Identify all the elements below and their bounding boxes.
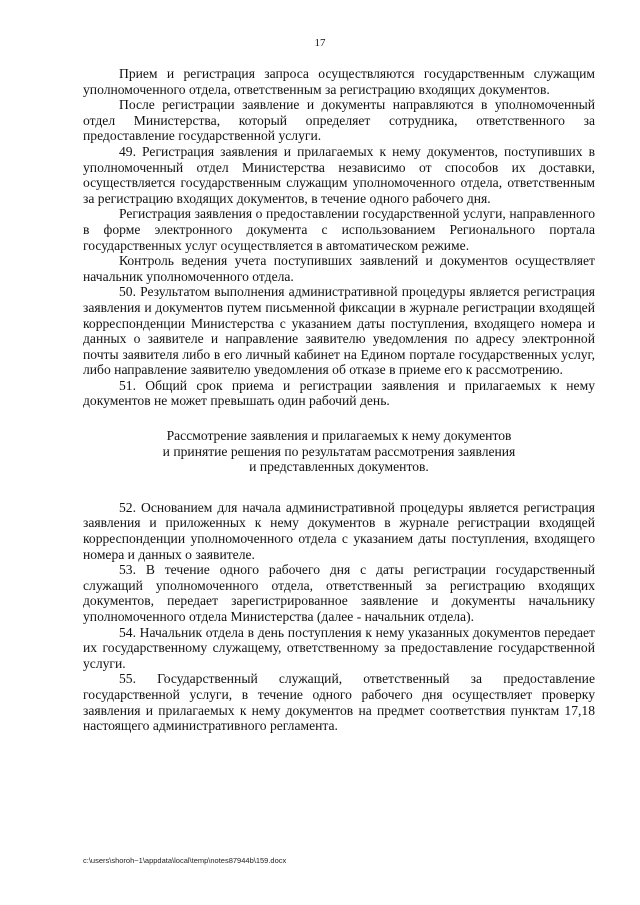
section-heading — [83, 428, 595, 475]
document-body — [83, 66, 595, 734]
paragraph: 53. В течение одного рабочего дня с даты регистрации государственный служащий уполномоченного отдела, ответственный за регистрацию входящих документов, передает зарегистрированное заявление и документы начальнику уполномоченного отдела Министерства (далее - начальник отдела). — [83, 562, 595, 624]
paragraph: Контроль ведения учета поступивших заявлений и документов осуществляет начальник уполномоченного отдела. — [83, 253, 595, 284]
section-heading-line: и представленных документов. — [249, 459, 429, 475]
paragraph: 54. Начальник отдела в день поступления к нему указанных документов передает их государственному служащему, ответственному за предоставление государственной услуги. — [83, 624, 595, 671]
paragraph: Прием и регистрация запроса осуществляются государственным служащим уполномоченного отдела, ответственным за регистрацию входящих документов. — [83, 66, 595, 97]
paragraph: 52. Основанием для начала административной процедуры является регистрация заявления и приложенных к нему документов в журнале регистрации входящей корреспонденции уполномоченного отдела с указанием даты поступления, входящего номера и данных о заявителе. — [83, 499, 595, 562]
paragraph: 50. Результатом выполнения административной процедуры является регистрация заявления и документов путем письменной фиксации в журнале регистрации входящей корреспонденции Министерства с указанием даты поступления, входящего номера и данных о заявителе и направление заявителю уведомления по адресу электронной почты заявителя либо в его личный кабинет на Едином портале государственных услуг, либо направление заявителю уведомления об отказе в приеме его к рассмотрению. — [83, 284, 595, 378]
section-heading-line: Рассмотрение заявления и прилагаемых к нему документов — [166, 428, 512, 444]
paragraph: 55. Государственный служащий, ответственный за предоставление государственной услуги, в течение одного рабочего дня осуществляет проверку заявления и прилагаемых к нему документов на предмет соответствия пунктам 17,18 настоящего административного регламента. — [83, 671, 595, 734]
paragraph: 51. Общий срок приема и регистрации заявления и прилагаемых к нему документов не может превышать один рабочий день. — [83, 377, 595, 409]
section-heading-line: и принятие решения по результатам рассмотрения заявления — [162, 443, 516, 459]
page-number: 17 — [314, 37, 326, 49]
paragraph: Регистрация заявления о предоставлении государственной услуги, направленного в форме электронного документа с использованием Регионального портала государственных услуг осуществляется в автоматическом режиме. — [83, 206, 595, 253]
footer-file-path: c:\users\shoroh~1\appdata\local\temp\notes87944b\159.docx — [83, 856, 287, 865]
paragraph: 49. Регистрация заявления и прилагаемых к нему документов, поступивших в уполномоченный отдел Министерства независимо от способов их доставки, осуществляется государственным служащим уполномоченного отдела, ответственным за регистрацию входящих документов, в течение одного рабочего дня. — [83, 143, 595, 206]
paragraph: После регистрации заявление и документы направляются в уполномоченный отдел Министерства, который определяет сотрудника, ответственного за предоставление государственной услуги. — [83, 97, 595, 144]
